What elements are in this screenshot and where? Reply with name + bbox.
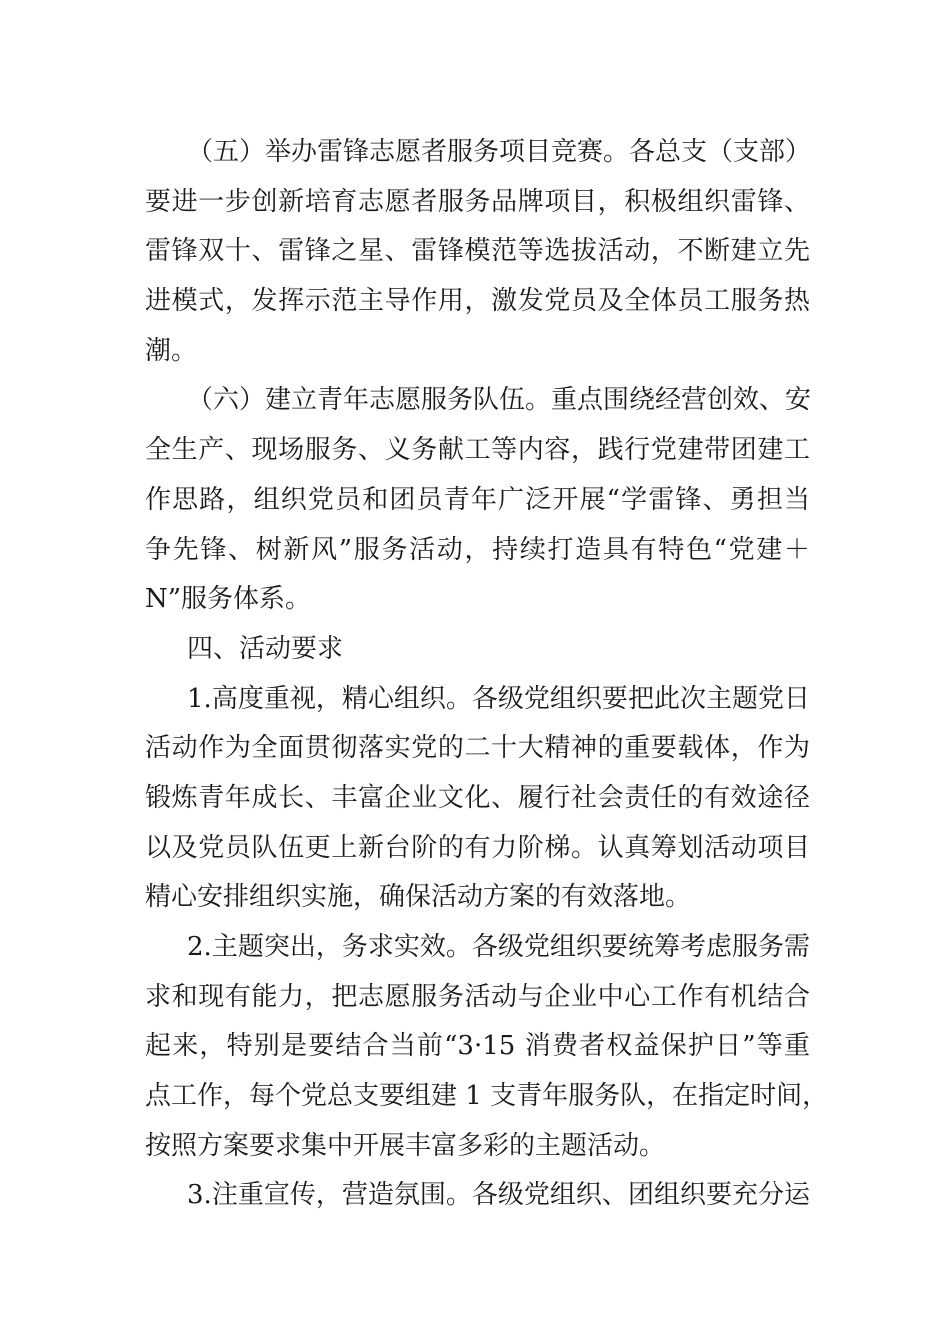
requirement-2-line-4: 点工作，每个党总支要组建 1 支青年服务队，在指定时间， xyxy=(145,1081,829,1112)
paragraph-6-line-2: 全生产、现场服务、义务献工等内容，践行党建带团建工 xyxy=(145,435,810,466)
requirement-2-line-1: 2.主题突出，务求实效。各级党组织要统筹考虑服务需 xyxy=(187,932,810,962)
requirement-1-line-3: 锻炼青年成长、丰富企业文化、履行社会责任的有效途径 xyxy=(145,782,810,813)
requirement-1-line-4: 以及党员队伍更上新台阶的有力阶梯。认真筹划活动项目 xyxy=(145,832,810,863)
requirement-2-line-5: 按照方案要求集中开展丰富多彩的主题活动。 xyxy=(145,1130,666,1161)
paragraph-5-line-3: 雷锋双十、雷锋之星、雷锋模范等选拔活动，不断建立先 xyxy=(145,236,810,267)
requirement-2-line-3: 起来，特别是要结合当前“3·15 消费者权益保护日”等重 xyxy=(145,1031,810,1062)
paragraph-6-line-1: （六）建立青年志愿服务队伍。重点围绕经营创效、安 xyxy=(187,385,812,416)
paragraph-6-line-5: N”服务体系。 xyxy=(145,584,312,615)
paragraph-5-line-2: 要进一步创新培育志愿者服务品牌项目，积极组织雷锋、 xyxy=(145,186,810,217)
requirement-1-line-1: 1.高度重视，精心组织。各级党组织要把此次主题党日 xyxy=(187,683,810,714)
paragraph-6-line-4: 争先锋、树新风”服务活动，持续打造具有特色“党建＋ xyxy=(145,534,810,565)
paragraph-5-line-5: 潮。 xyxy=(145,335,198,366)
requirement-3-line-1: 3.注重宣传，营造氛围。各级党组织、团组织要充分运 xyxy=(187,1180,810,1211)
section-heading-requirements: 四、活动要求 xyxy=(187,633,344,664)
requirement-2-line-2: 求和现有能力，把志愿服务活动与企业中心工作有机结合 xyxy=(145,981,810,1012)
paragraph-6-line-3: 作思路，组织党员和团员青年广泛开展“学雷锋、勇担当 xyxy=(145,484,810,515)
paragraph-5-line-4: 进模式，发挥示范主导作用，激发党员及全体员工服务热 xyxy=(145,286,810,317)
document-body xyxy=(145,128,829,1221)
paragraph-5-line-1: （五）举办雷锋志愿者服务项目竞赛。各总支（支部） xyxy=(187,137,812,167)
requirement-1-line-5: 精心安排组织实施，确保活动方案的有效落地。 xyxy=(145,882,692,913)
requirement-1-line-2: 活动作为全面贯彻落实党的二十大精神的重要载体，作为 xyxy=(145,733,810,764)
